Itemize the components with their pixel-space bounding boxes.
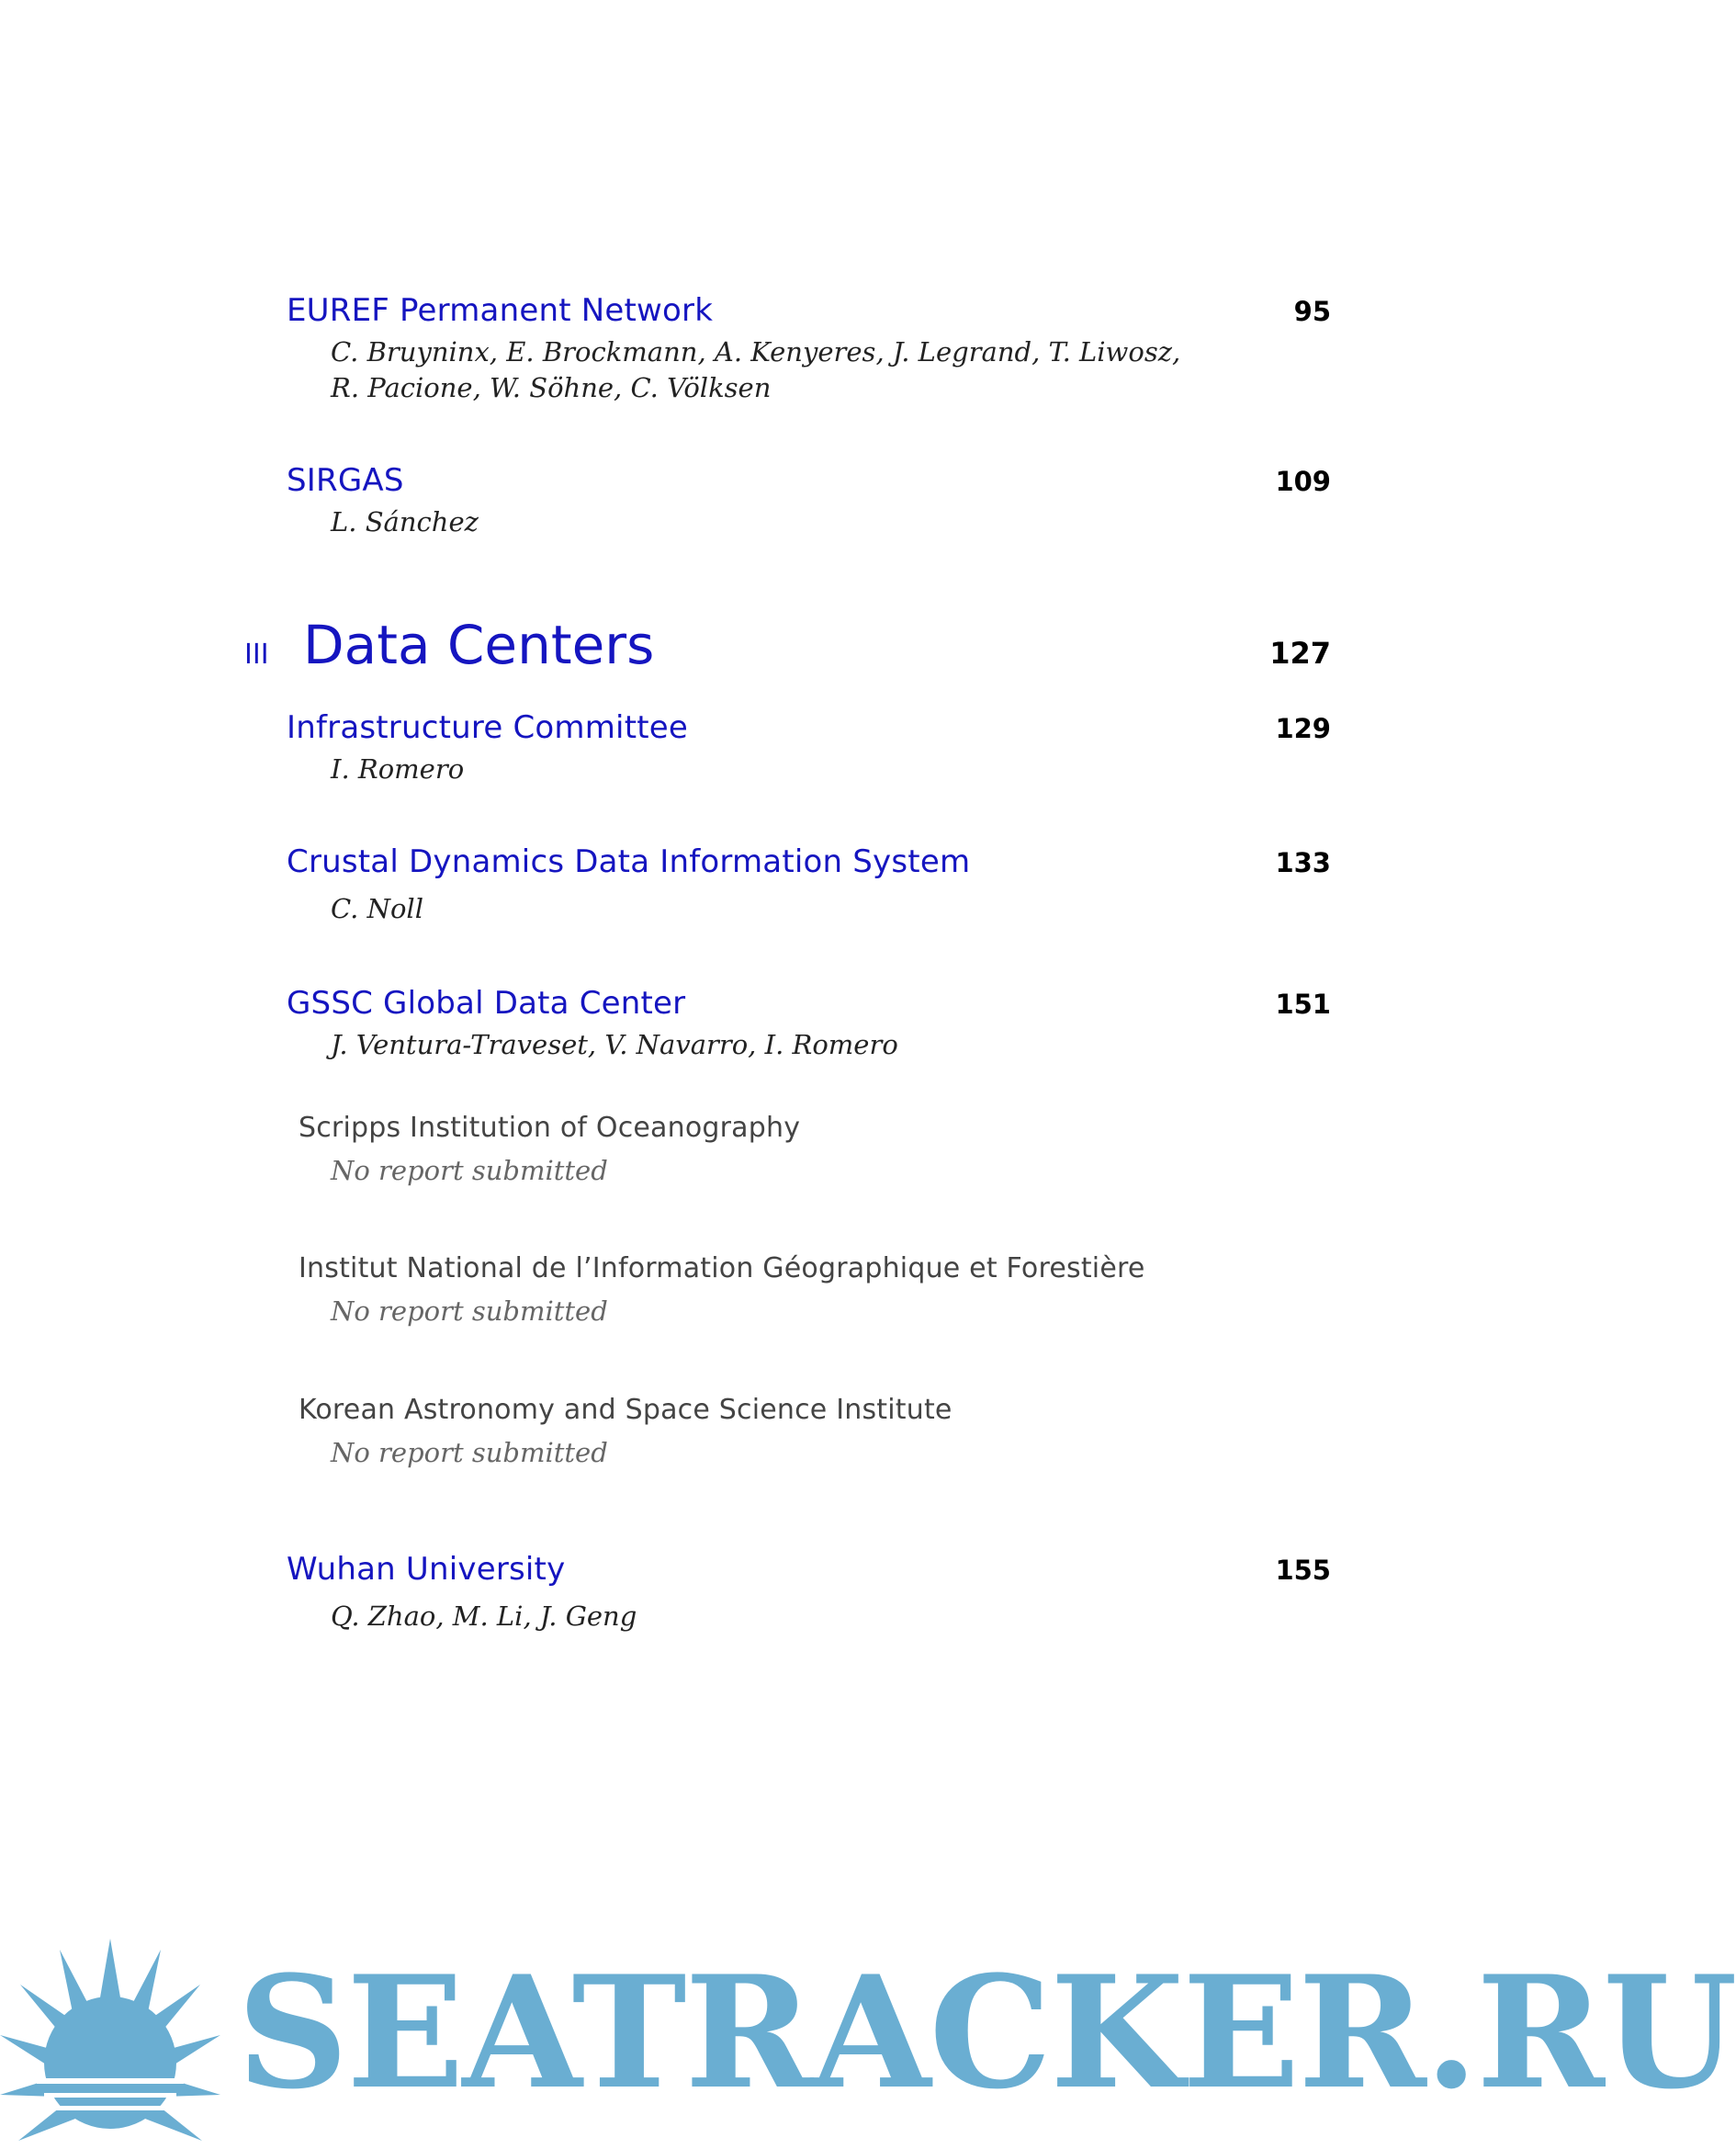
entry-title[interactable]: Crustal Dynamics Data Information System — [287, 843, 971, 880]
entry-authors: Q. Zhao, M. Li, J. Geng — [331, 1600, 637, 1632]
entry-authors: L. Sánchez — [331, 506, 479, 537]
toc-entry-sirgas[interactable] — [287, 462, 1331, 540]
toc-entry-gssc[interactable] — [287, 985, 1331, 1063]
sun-burst-icon — [0, 1939, 220, 2141]
entry-title[interactable]: Wuhan University — [287, 1551, 566, 1588]
entry-title[interactable]: EUREF Permanent Network — [287, 292, 714, 329]
toc-entry-kasi — [287, 1394, 1331, 1471]
page-number: 127 — [1269, 636, 1331, 671]
entry-title[interactable]: Infrastructure Committee — [287, 709, 688, 746]
part-number: III — [244, 639, 269, 671]
entry-title: Korean Astronomy and Space Science Institute — [299, 1394, 953, 1426]
page-number: 129 — [1275, 713, 1331, 744]
entry-authors — [287, 334, 1331, 406]
part-title[interactable]: Data Centers — [303, 614, 655, 676]
entry-authors: J. Ventura-Traveset, V. Navarro, I. Romero — [331, 1029, 898, 1060]
toc-entry-scripps — [287, 1112, 1331, 1189]
page-number: 151 — [1275, 989, 1331, 1020]
entry-authors: C. Noll — [331, 893, 423, 924]
entry-title[interactable]: SIRGAS — [287, 462, 404, 499]
toc-entry-infrastructure-committee[interactable] — [287, 709, 1331, 787]
page-number: 95 — [1293, 296, 1331, 327]
entry-title[interactable]: GSSC Global Data Center — [287, 985, 686, 1022]
page-number: 133 — [1275, 847, 1331, 878]
no-report-note: No report submitted — [331, 1295, 608, 1327]
part-heading[interactable] — [244, 614, 1331, 676]
page-number: 109 — [1275, 466, 1331, 497]
entry-authors: I. Romero — [331, 753, 465, 785]
toc-entry-cddis[interactable] — [287, 843, 1331, 927]
entry-title: Institut National de l’Information Géographique et Forestière — [299, 1252, 1145, 1284]
toc-entry-ign — [287, 1252, 1331, 1329]
page-number: 155 — [1275, 1555, 1331, 1586]
authors-line: R. Pacione, W. Söhne, C. Völksen — [331, 372, 772, 403]
entry-title: Scripps Institution of Oceanography — [299, 1112, 801, 1144]
authors-line: C. Bruyninx, E. Brockmann, A. Kenyeres, J. Legrand, T. Liwosz, — [331, 336, 1181, 368]
toc-entry-euref[interactable] — [287, 292, 1331, 406]
no-report-note: No report submitted — [331, 1437, 608, 1468]
toc-entry-wuhan[interactable] — [287, 1551, 1331, 1634]
watermark-text: SEATRACKER.RU — [237, 1941, 1736, 2123]
no-report-note: No report submitted — [331, 1155, 608, 1186]
